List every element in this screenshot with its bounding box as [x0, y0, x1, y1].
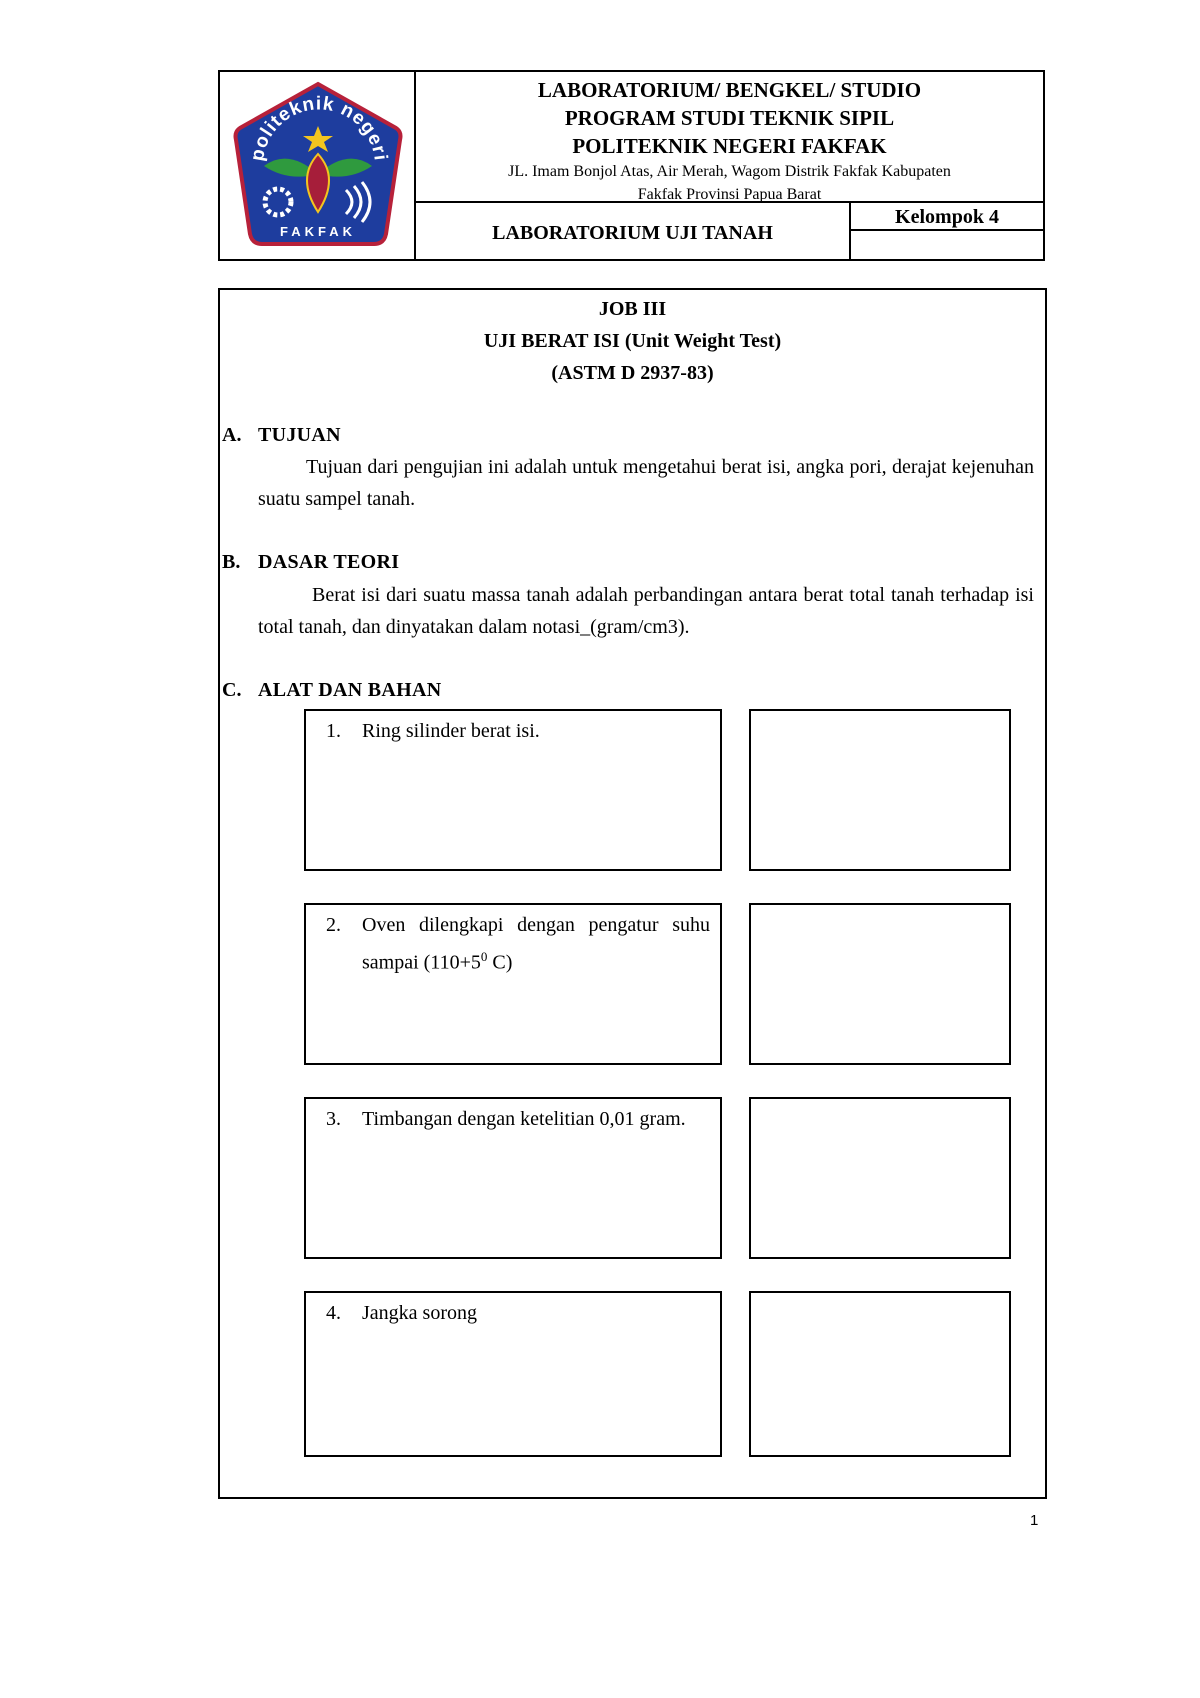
- section-c-heading: [220, 675, 820, 707]
- list-item: [326, 1297, 710, 1329]
- job-title: UJI BERAT ISI (Unit Weight Test): [483, 330, 782, 352]
- logo-bottom-text: FAKFAK: [280, 224, 356, 239]
- item-box-2: [304, 903, 722, 1065]
- lab-name: LABORATORIUM UJI TANAH: [416, 203, 851, 259]
- item-box-3: [304, 1097, 722, 1259]
- item-number: 4.: [326, 1302, 341, 1324]
- header-line-2: PROGRAM STUDI TEKNIK SIPIL: [564, 106, 895, 130]
- image-placeholder-2: [749, 903, 1011, 1065]
- section-c-letter: C.: [222, 679, 242, 701]
- group-label: Kelompok 4: [851, 203, 1043, 231]
- item-text: [362, 909, 710, 979]
- image-placeholder-4: [749, 1291, 1011, 1457]
- section-c-title: ALAT DAN BAHAN: [258, 679, 442, 701]
- section-b-heading: [220, 547, 820, 579]
- item-box-4: [304, 1291, 722, 1457]
- section-a-text: Tujuan dari pengujian ini adalah untuk mengetahui berat isi, angka pori, derajat kejenuhan suatu sampel tanah.: [258, 456, 1034, 510]
- section-a-letter: A.: [222, 424, 242, 446]
- image-placeholder-3: [749, 1097, 1011, 1259]
- logo-ring-text: politeknik negeri: [247, 93, 391, 163]
- list-item: [326, 715, 710, 747]
- header-line-3: POLITEKNIK NEGERI FAKFAK: [572, 134, 887, 158]
- header-line-1: LABORATORIUM/ BENGKEL/ STUDIO: [537, 78, 922, 102]
- list-item: [326, 909, 710, 979]
- item-text: Timbangan dengan ketelitian 0,01 gram.: [362, 1108, 686, 1130]
- header-table: [218, 70, 1045, 261]
- job-sheet: [218, 288, 1047, 1499]
- job-standard: (ASTM D 2937-83): [551, 362, 714, 384]
- item-number: 2.: [326, 914, 341, 936]
- item-text-end: C): [487, 951, 513, 974]
- section-b-text: Berat isi dari suatu massa tanah adalah perbandingan antara berat total tanah terhadap isi total tanah, dan dinyatakan dalam notasi_(gram/cm3).: [258, 584, 1034, 638]
- item-text-main: Oven dilengkapi dengan pengatur suhu sampai (110+5: [362, 914, 710, 974]
- address-line-2: Fakfak Provinsi Papua Barat: [637, 186, 822, 203]
- page-number: 1: [1030, 1512, 1039, 1529]
- section-b-letter: B.: [222, 551, 241, 573]
- item-text: Jangka sorong: [362, 1302, 477, 1324]
- item-number: 1.: [326, 720, 341, 742]
- section-b-title: DASAR TEORI: [258, 551, 400, 573]
- item-box-1: [304, 709, 722, 871]
- institution-info: [416, 72, 1043, 203]
- section-a-heading: [220, 420, 820, 452]
- image-placeholder-1: [749, 709, 1011, 871]
- address-line-1: JL. Imam Bonjol Atas, Air Merah, Wagom Distrik Fakfak Kabupaten: [508, 163, 951, 180]
- job-number: JOB III: [598, 298, 667, 320]
- item-text-superscript: 0: [480, 949, 488, 964]
- logo-cell: [220, 72, 416, 259]
- politeknik-logo: [228, 78, 408, 252]
- section-a-title: TUJUAN: [258, 424, 341, 446]
- list-item: [326, 1103, 710, 1135]
- item-text: Ring silinder berat isi.: [362, 720, 540, 742]
- item-number: 3.: [326, 1108, 341, 1130]
